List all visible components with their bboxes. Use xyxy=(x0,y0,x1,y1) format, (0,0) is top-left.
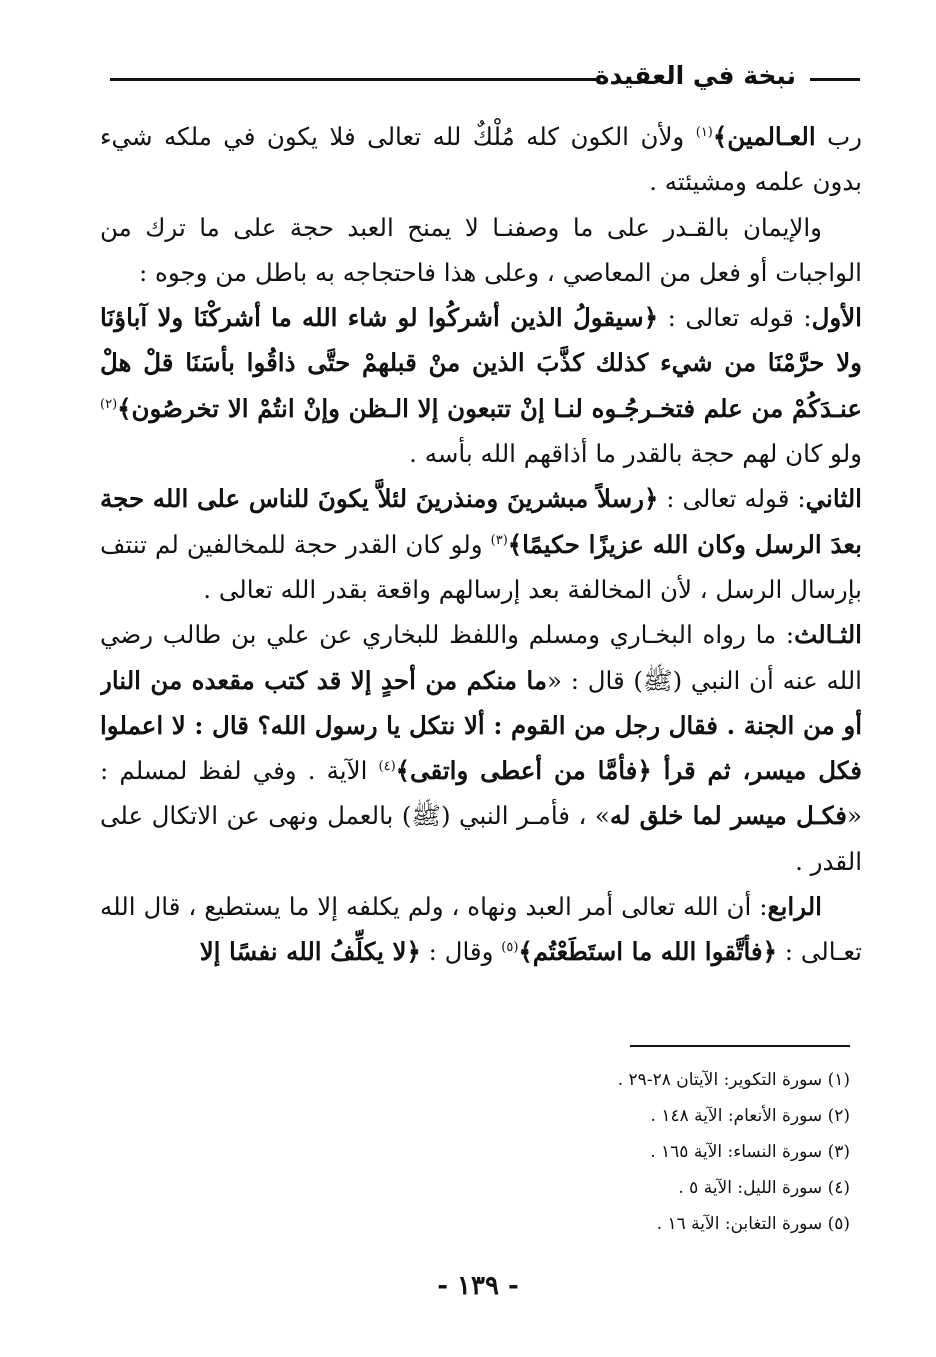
quran-quote: ﴿رسلاً مبشرينَ ومنذرينَ لئلاَّ يكونَ للناس على الله حجة بعدَ الرسل وكان الله عزيزًا حكيمًا﴾ xyxy=(100,484,862,559)
paragraph-2: والإيمان بالقـدر على ما وصفنـا لا يمنح العبد حجة على ما ترك من الواجبات أو فعل من المعاصي ، وعلى هذا فاحتجاجه به باطل من وجوه : xyxy=(100,212,862,287)
footnote-5: (٥) سورة التغابن: الآية ١٦ . xyxy=(656,1214,850,1234)
p5-text: » ، فأمـر النبي (ﷺ) بالعمل ونهى عن الاتكال على القدر . xyxy=(100,801,862,876)
p3-intro: : قوله تعالى : xyxy=(658,303,812,333)
paragraph-3 xyxy=(100,295,862,476)
page-number: - ١٣٩ - xyxy=(437,1271,519,1301)
footnote-2: (٢) سورة الأنعام: الآية ١٤٨ . xyxy=(650,1106,850,1126)
header-rule-left xyxy=(110,78,598,81)
quran-quote: ﴿فأتَّقوا الله ما استَطَعْتُم﴾ xyxy=(518,937,777,967)
quran-quote: ﴿سيقولُ الذين أشركُوا لو شاء الله ما أشركْنَا ولا آباؤنَا ولا حرَّمْنَا من شيء كذلك كذَّبَ الذين منْ قبلهمْ حتَّى ذاقُوا بأسَنَا قلْ هلْ عنـدَكُمْ من علم فتخـرجُـوه لنـا إنْ تتبعون إلا الـظن وإنْ انتُمْ الا تخرصُون﴾ xyxy=(100,303,862,423)
footnotes xyxy=(350,1062,850,1242)
header-rule-right xyxy=(810,78,860,81)
paragraph-4 xyxy=(100,476,862,612)
paragraph-5 xyxy=(100,612,862,884)
point-label-first: الأول xyxy=(811,303,862,333)
p5-mid: الآية . وفي لفظ لمسلم : « xyxy=(100,756,862,831)
paragraph-1 xyxy=(100,114,862,205)
footnote-ref: (٤) xyxy=(378,759,396,774)
footnote-ref: (٣) xyxy=(490,532,508,548)
hadith-quote: فكـل ميسر لما خلق له xyxy=(609,801,847,831)
hadith-quote: ما منكم من أحدٍ إلا قد كتب مقعده من النار أو من الجنة . فقال رجل من القوم : ألا نتكل يا رسول الله؟ قال : لا اعملوا فكل ميسر، ثم قرأ ﴿فأمَّا من أعطى واتقى﴾ xyxy=(100,665,862,786)
p4-text: ولو كان القدر حجة للمخالفين لم تنتف بإرسال الرسل ، لأن المخالفة بعد إرسالهم واقعة بقدر الله تعالى . xyxy=(100,529,862,604)
footnote-4: (٤) سورة الليل: الآية ٥ . xyxy=(678,1178,850,1198)
p3-text: ولو كان لهم حجة بالقدر ما أذاقهم الله بأسه . xyxy=(409,439,862,469)
footnote-ref: (٢) xyxy=(100,396,118,412)
footnote-separator xyxy=(630,1045,850,1047)
footnote-ref: (١) xyxy=(695,124,713,140)
point-label-second: الثاني xyxy=(805,484,862,514)
header-title: نبخة في العقيدة xyxy=(594,61,796,90)
footnote-1: (١) سورة التكوير: الآيتان ٢٨-٢٩ . xyxy=(617,1070,850,1090)
quran-quote: ﴿لا يكلِّفُ الله نفسًا إلا xyxy=(199,937,421,967)
footnote-3: (٣) سورة النساء: الآية ١٦٥ . xyxy=(650,1142,850,1162)
p1-pre: رب xyxy=(815,122,862,151)
point-label-fourth: الرابع xyxy=(767,892,822,922)
main-text xyxy=(100,114,862,1026)
p4-intro: : قوله تعالى : xyxy=(658,484,806,514)
quran-quote: العـالمين﴾ xyxy=(712,122,816,151)
footnote-ref: (٥) xyxy=(501,940,519,956)
p1-text: ولأن الكون كله مُلْكٌ لله تعالى فلا يكون في ملكه شيء بدون علمه ومشيئته . xyxy=(100,122,862,197)
p6-mid: وقال : xyxy=(420,937,502,967)
running-header xyxy=(110,56,860,96)
paragraph-6 xyxy=(100,884,862,975)
point-label-third: الثـالث xyxy=(794,620,862,650)
p5-intro: : ما رواه البخـاري ومسلم واللفظ للبخاري عن علي بن طالب رضي الله عنه أن النبي (ﷺ) قال : « xyxy=(100,620,862,695)
p6-intro: : أن الله تعالى أمر العبد ونهاه ، ولم يكلفه إلا ما يستطيع ، قال الله تعـالى : xyxy=(100,892,862,967)
